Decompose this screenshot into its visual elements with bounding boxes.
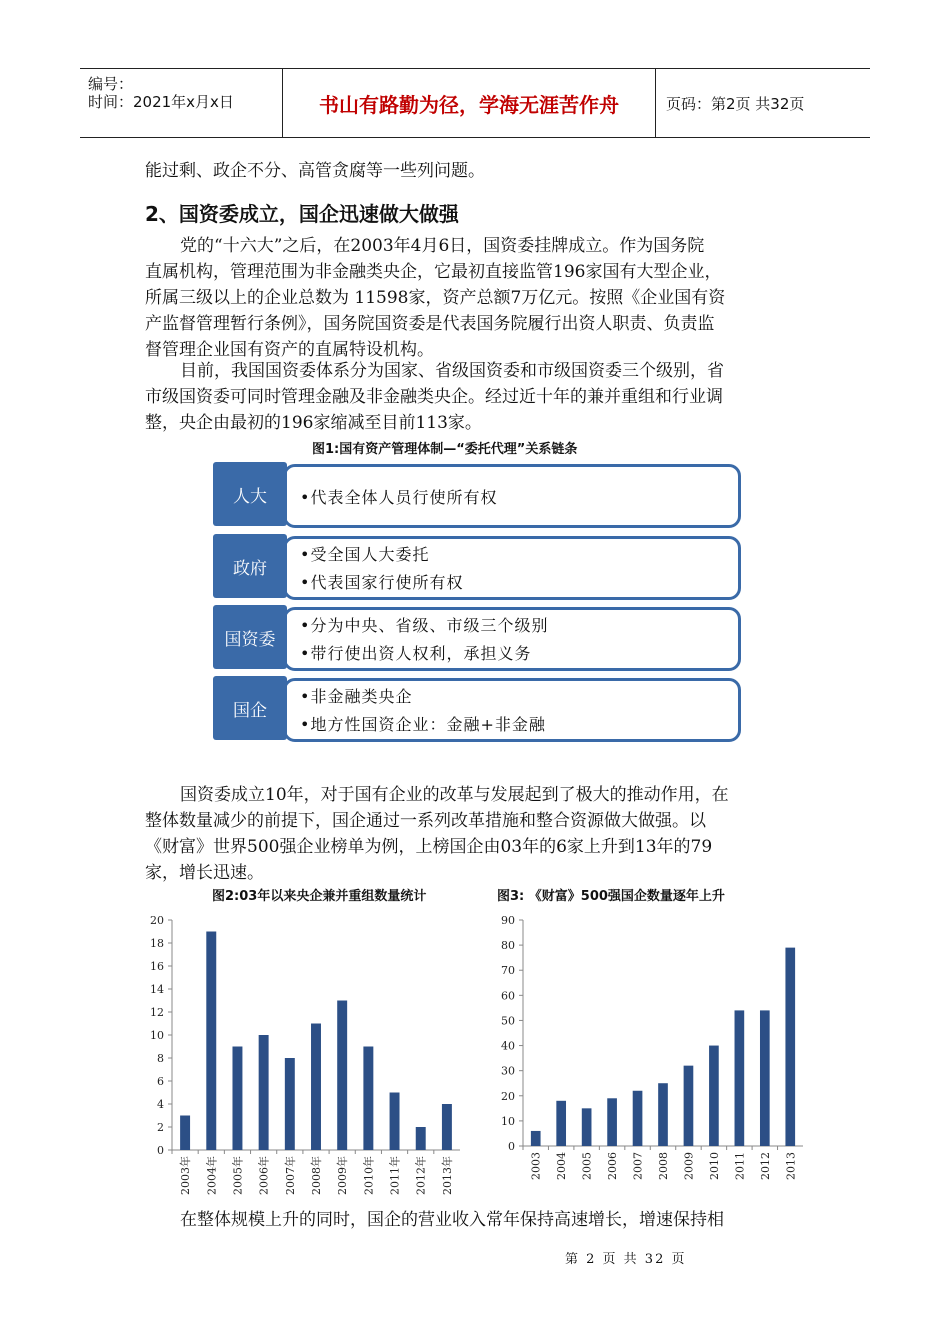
bar [582, 1108, 592, 1146]
bar [285, 1058, 295, 1150]
x-tick-label: 2006年 [257, 1156, 271, 1195]
y-tick-label: 20 [501, 1089, 515, 1103]
bar [556, 1101, 566, 1146]
bar [363, 1047, 373, 1151]
bar [311, 1024, 321, 1151]
number-label: 编号： [88, 75, 134, 93]
bar [735, 1010, 745, 1146]
bar [760, 1010, 770, 1146]
diagram-content-box [283, 678, 741, 742]
bar [531, 1131, 541, 1146]
diagram-label: 国企 [213, 676, 287, 740]
x-tick-label: 2010 [707, 1152, 721, 1180]
y-tick-label: 6 [157, 1075, 164, 1088]
x-tick-label: 2008 [657, 1152, 670, 1180]
text-line: 所属三级以上的企业总数为 11598家，资产总额7万亿元。按照《企业国有资 [145, 288, 726, 308]
x-tick-label: 2011年 [388, 1156, 402, 1195]
y-tick-label: 2 [157, 1121, 164, 1134]
date-label: 时间：2021年x月x日 [88, 93, 234, 111]
diagram-item: •代表国家行使所有权 [300, 573, 464, 592]
x-tick-label: 2009 [682, 1152, 696, 1180]
bar [416, 1127, 426, 1150]
paragraph: 能过剩、政企不分、高管贪腐等一些列问题。 [145, 161, 485, 181]
bar [442, 1104, 452, 1150]
header-meta [80, 69, 282, 137]
y-tick-label: 8 [157, 1052, 164, 1065]
diagram-item: •带行使出资人权利，承担义务 [300, 644, 532, 663]
diagram-item: •代表全体人员行使所有权 [300, 488, 498, 507]
x-tick-label: 2008年 [310, 1156, 323, 1195]
bar [785, 948, 795, 1146]
text-line: 产监督管理暂行条例》，国务院国资委是代表国务院履行出资人职责、负责监 [145, 314, 715, 334]
x-tick-label: 2007 [631, 1152, 645, 1180]
diagram-item: •地方性国资企业：金融+非金融 [300, 715, 546, 734]
bar [232, 1047, 242, 1151]
x-tick-label: 2004 [555, 1152, 569, 1180]
diagram-row-government [213, 534, 743, 598]
ownership-chain-diagram [213, 462, 743, 752]
x-tick-label: 2012年 [414, 1156, 428, 1195]
bar [684, 1066, 694, 1146]
x-tick-label: 2006 [606, 1152, 620, 1180]
y-tick-label: 10 [150, 1029, 164, 1042]
y-tick-label: 0 [157, 1144, 164, 1157]
x-tick-label: 2012 [758, 1152, 772, 1180]
y-tick-label: 0 [508, 1140, 515, 1153]
bar [206, 932, 216, 1151]
diagram-row-soe [213, 676, 743, 740]
bar [709, 1046, 719, 1146]
figure-3-title: 图3: 《财富》500强国企数量逐年上升 [497, 889, 725, 904]
y-tick-label: 30 [501, 1064, 515, 1078]
diagram-label: 国资委 [213, 605, 287, 669]
header-motto: 书山有路勤为径，学海无涯苦作舟 [319, 92, 619, 117]
figure-1-title: 图1:国有资产管理体制—“委托代理”关系链条 [312, 442, 578, 457]
y-tick-label: 80 [501, 939, 515, 953]
figure-2-title: 图2:03年以来央企兼并重组数量统计 [212, 889, 427, 904]
text-line: 国资委成立10年，对于国有企业的改革与发展起到了极大的推动作用，在 [180, 785, 729, 805]
diagram-content-box [283, 536, 741, 600]
bar [658, 1083, 668, 1146]
x-tick-label: 2005 [580, 1152, 594, 1180]
text-line: 家，增长迅速。 [145, 863, 264, 883]
x-tick-label: 2013 [784, 1152, 798, 1180]
text-line: 督管理企业国有资产的直属特设机构。 [145, 340, 434, 360]
diagram-label: 政府 [213, 534, 287, 598]
y-tick-label: 18 [150, 937, 164, 950]
text-line: 市级国资委可同时管理金融及非金融类央企。经过近十年的兼并重组和行业调 [145, 387, 723, 407]
merger-count-chart [140, 910, 470, 1210]
page-info: 页码：第2页 共32页 [666, 95, 805, 113]
text-line: 整体数量减少的前提下，国企通过一系列改革措施和整合资源做大做强。以 [145, 811, 706, 831]
x-tick-label: 2004年 [205, 1156, 219, 1195]
x-tick-label: 2003年 [179, 1156, 193, 1195]
page-header [80, 68, 870, 138]
y-tick-label: 20 [150, 914, 164, 927]
paragraph: 在整体规模上升的同时，国企的营业收入常年保持高速增长，增速保持相 [180, 1210, 724, 1230]
x-tick-label: 2007年 [283, 1156, 297, 1195]
bar [259, 1035, 269, 1150]
diagram-content-box [283, 464, 741, 528]
bar [390, 1093, 400, 1151]
y-tick-label: 40 [501, 1039, 515, 1053]
y-tick-label: 14 [150, 983, 164, 996]
diagram-label: 人大 [213, 462, 287, 526]
x-tick-label: 2011 [733, 1152, 747, 1180]
x-tick-label: 2005年 [231, 1156, 245, 1195]
y-tick-label: 50 [501, 1014, 515, 1028]
y-tick-label: 4 [157, 1098, 164, 1111]
y-tick-label: 12 [150, 1006, 164, 1019]
bar [337, 1001, 347, 1151]
diagram-item: •受全国人大委托 [300, 545, 430, 564]
x-tick-label: 2013年 [440, 1156, 454, 1195]
diagram-content-box [283, 607, 741, 671]
y-tick-label: 60 [501, 989, 515, 1003]
diagram-row-sasac [213, 605, 743, 669]
text-line: 直属机构，管理范围为非金融类央企，它最初直接监管196家国有大型企业， [145, 262, 722, 282]
text-line: 《财富》世界500强企业榜单为例，上榜国企由03年的6家上升到13年的79 [145, 837, 713, 857]
y-tick-label: 70 [501, 964, 515, 978]
bar [633, 1091, 643, 1146]
section-heading: 2、国资委成立，国企迅速做大做强 [145, 202, 459, 226]
page-footer: 第 2 页 共 32 页 [565, 1252, 687, 1267]
text-line: 整，央企由最初的196家缩减至目前113家。 [145, 413, 482, 433]
y-tick-label: 90 [501, 914, 515, 927]
text-line: 目前，我国国资委体系分为国家、省级国资委和市级国资委三个级别，省 [180, 361, 724, 381]
text-line: 党的“十六大”之后，在2003年4月6日，国资委挂牌成立。作为国务院 [180, 236, 705, 256]
diagram-item: •非金融类央企 [300, 687, 413, 706]
bar [607, 1098, 617, 1146]
y-tick-label: 16 [150, 960, 164, 973]
header-divider [655, 69, 656, 137]
x-tick-label: 2003 [529, 1152, 543, 1180]
diagram-row-npc [213, 462, 743, 526]
fortune500-soe-chart [495, 910, 825, 1210]
diagram-item: •分为中央、省级、市级三个级别 [300, 616, 549, 635]
y-tick-label: 10 [501, 1114, 515, 1128]
x-tick-label: 2010年 [362, 1156, 376, 1195]
bar [180, 1116, 190, 1151]
x-tick-label: 2009年 [336, 1156, 350, 1195]
